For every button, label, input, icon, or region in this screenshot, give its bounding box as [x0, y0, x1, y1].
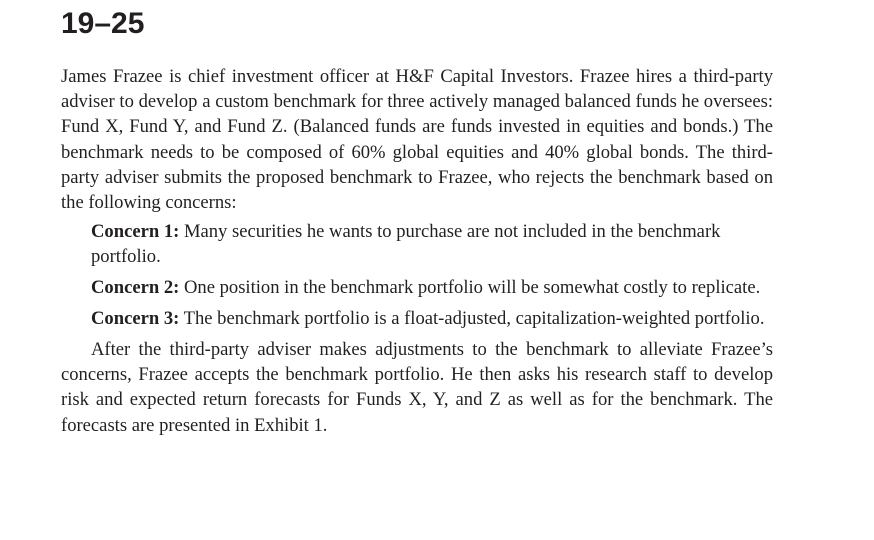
concern-label: Concern 2: [91, 277, 180, 299]
concern-text: The benchmark portfolio is a float-adjusted, capitalization-weighted portfolio. [183, 307, 765, 329]
concern-text: One position in the benchmark portfolio will be somewhat costly to replicate. [183, 277, 761, 299]
concern-text: Many securities he wants to purchase are not included in the benchmark portfolio. [91, 221, 721, 268]
problem-body [61, 64, 773, 438]
problem-number: 19–25 [61, 7, 145, 40]
concern-item [91, 219, 773, 269]
concern-item [91, 275, 773, 300]
closing-paragraph: After the third-party adviser makes adjustments to the benchmark to alleviate Frazee’s concerns, Frazee accepts the benchmark portfolio. He then asks his research staff to develop risk and expected return forecasts for Funds X, Y, and Z as well as for the benchmark. The forecasts are presented in Exhibit 1. [61, 339, 773, 436]
concern-label: Concern 1: [91, 221, 180, 243]
intro-paragraph: James Frazee is chief investment officer at H&F Capital Investors. Frazee hires a third-party adviser to develop a custom benchmark for three actively managed balanced funds he oversees: Fund X, Fund Y, and Fund Z. (Balanced funds are funds invested in equities and bonds.) The benchmark needs to be composed of 60% global equities and 40% global bonds. The third-party adviser submits the proposed benchmark to Frazee, who rejects the benchmark based on the following concerns: [61, 66, 773, 214]
concern-label: Concern 3: [91, 307, 180, 329]
concern-item [91, 306, 773, 331]
